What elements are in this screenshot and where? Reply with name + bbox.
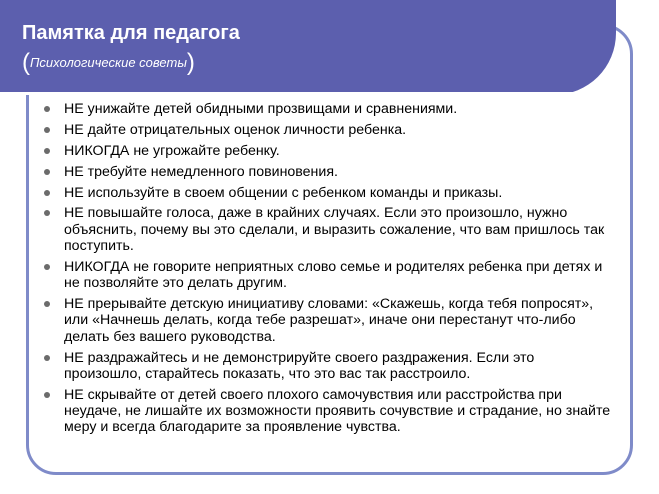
bullet-icon: [44, 392, 50, 398]
advice-list: [42, 101, 614, 440]
list-item-text: НЕ прерывайте детскую инициативу словами: «Скажешь, когда тебя попросят», или «Начнешь делать, когда тебе разрешат», иначе они перестанут что-либо делать без вашего руководства.: [64, 296, 594, 345]
bullet-icon: [44, 169, 50, 175]
list-item: [42, 122, 614, 138]
list-item-text: НЕ скрывайте от детей своего плохого самочувствия или расстройства при неудаче, не лишайте их возможности проявить сочувствие и страдание, но знайте меру и всегда благодарите за проявление чувства.: [64, 386, 611, 436]
header-divider: [0, 92, 588, 95]
slide-title: Памятка для педагога: [22, 22, 240, 44]
list-item-text: НЕ используйте в своем общении с ребенком команды и приказы.: [64, 184, 503, 201]
list-item-text: НИКОГДА не говорите неприятных слово семье и родителях ребенка при детях и не позволяйте это делать другим.: [64, 258, 603, 292]
list-item: [42, 350, 614, 383]
subtitle-text: Психологические советы: [30, 55, 187, 70]
bullet-icon: [44, 210, 50, 216]
list-item-text: НЕ дайте отрицательных оценок личности ребенка.: [64, 121, 407, 138]
bullet-icon: [44, 355, 50, 361]
bullet-icon: [44, 106, 50, 112]
bullet-icon: [44, 127, 50, 133]
list-item-text: НИКОГДА не угрожайте ребенку.: [64, 142, 280, 159]
list-item-text: НЕ раздражайтесь и не демонстрируйте своего раздражения. Если это произошло, старайтесь показать, что это вас так расстроило.: [64, 349, 535, 382]
list-item: [42, 259, 614, 292]
list-item-text: НЕ повышайте голоса, даже в крайних случаях. Если это произошло, нужно объяснить, почему вы это сделали, и выразить сожаление, что вам пришлось так поступить.: [64, 205, 605, 255]
slide-subtitle: [22, 49, 195, 77]
list-item: [42, 101, 614, 117]
list-item: [42, 164, 614, 180]
header-banner: [0, 0, 616, 95]
bullet-icon: [44, 148, 50, 154]
list-item: [42, 387, 614, 436]
bullet-icon: [44, 301, 50, 307]
list-item: [42, 185, 614, 201]
subtitle-close-paren: ): [186, 49, 195, 76]
list-item: [42, 205, 614, 254]
list-item: [42, 143, 614, 159]
list-item-text: НЕ требуйте немедленного повиновения.: [64, 163, 338, 180]
list-item-text: НЕ унижайте детей обидными прозвищами и сравнениями.: [64, 101, 458, 117]
bullet-icon: [44, 264, 50, 270]
list-item: [42, 296, 614, 345]
bullet-icon: [44, 190, 50, 196]
subtitle-open-paren: (: [22, 49, 30, 76]
